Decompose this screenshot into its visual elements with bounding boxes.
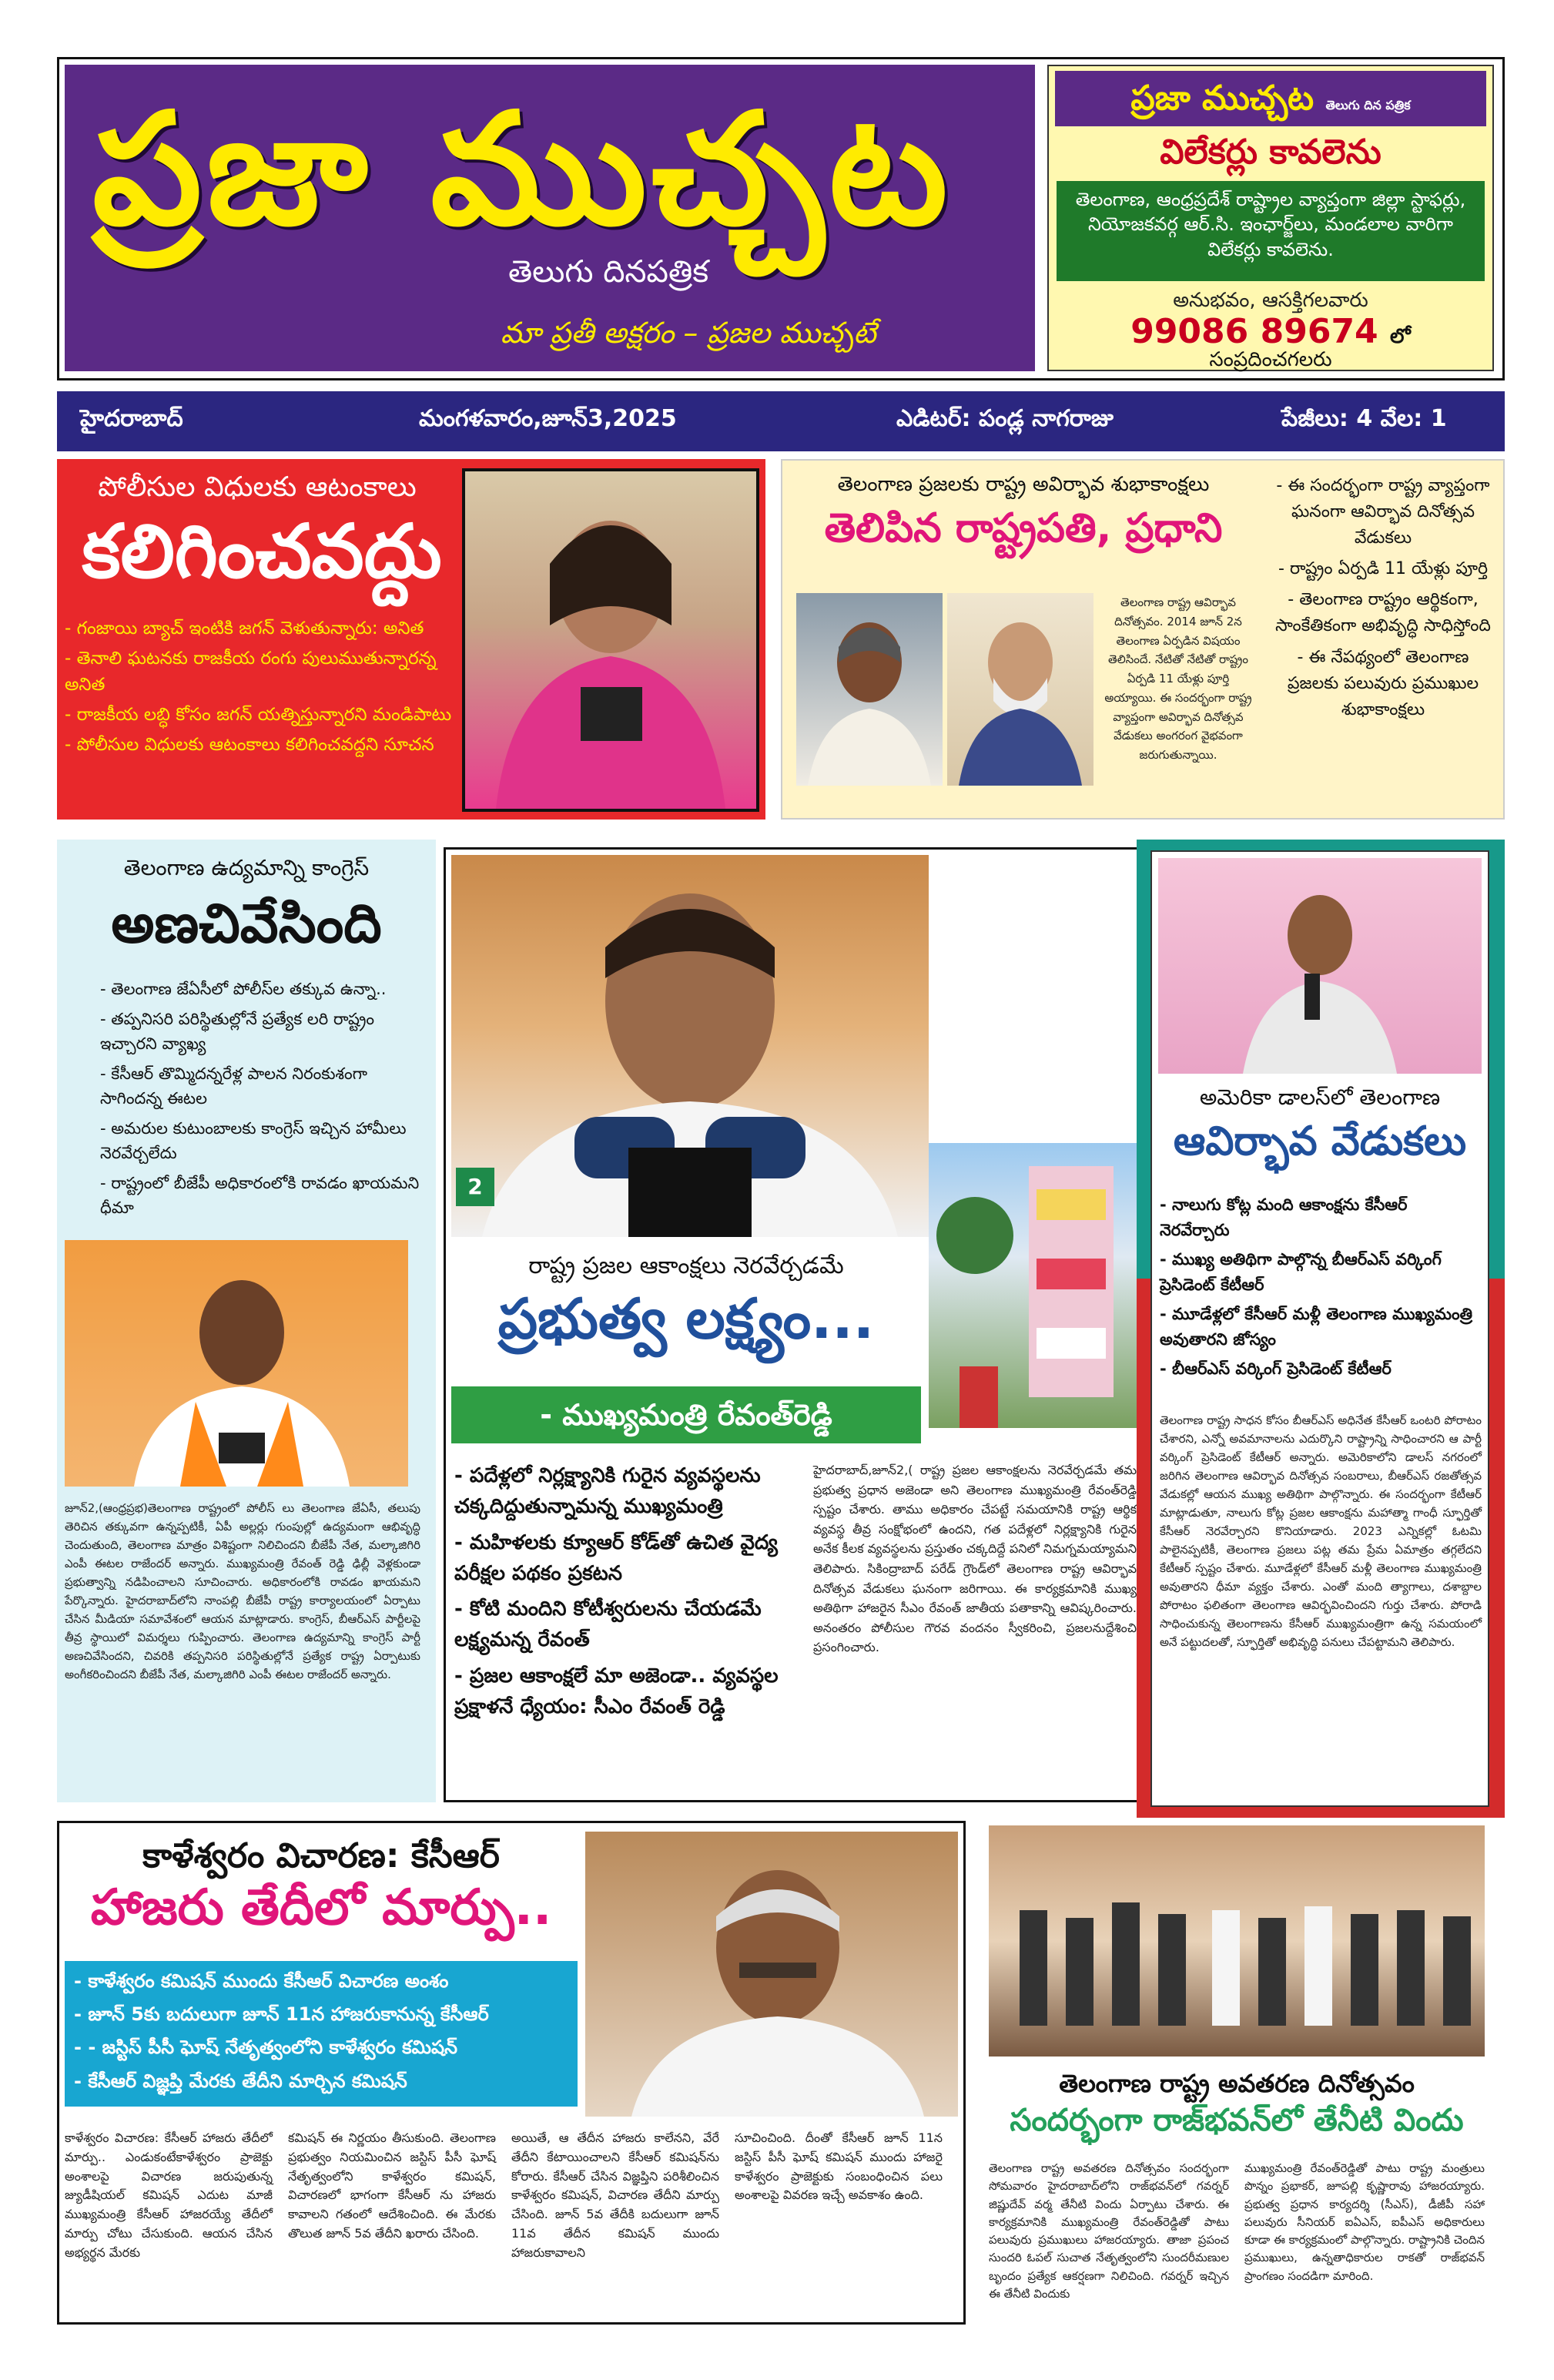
story6-col4: సూచించింది. దీంతో కేసీఆర్ జూన్ 11న జస్టిస్ పీసీ ఘోష్ కమిషన్ ముందు హాజరై కాళేశ్వరం ప్రాజెక్టుకు సంబంధించిన పలు అంశాలపై వివరణ ఇచ్చే అవకాశం ఉంది. xyxy=(735,2130,943,2203)
story1-bullets xyxy=(65,616,457,763)
list-item: - మహిళలకు క్యూఆర్ కోడ్‌తో ఉచిత వైద్య పరీక్షల పథకం ప్రకటన xyxy=(454,1530,778,1585)
list-item: - పోలీసుల విధులకు ఆటంకాలు కలిగించవద్దని సూచన xyxy=(65,735,434,756)
story7-col1: తెలంగాణ రాష్ట్ర అవతరణ దినోత్సవం సందర్భంగా సోమవారం హైదరాబాద్‌లోని రాజ్‌భవన్‌లో గవర్నర్ జిష్ణుదేవ్ వర్మ తేనీటి విందు ఏర్పాటు చేశారు. ఈ కార్యక్రమానికి ముఖ్యమంత్రి రేవంత్‌రెడ్డితో పాటు పలువురు ప్రముఖులు హాజరయ్యారు. తాజా ప్రపంచ సుందరి ఓపల్ సుచాత నేతృత్వంలోని సుందరీమణుల బృందం ప్రత్యేక ఆకర్షణగా నిలిచింది. గవర్నర్ ఇచ్చిన ఈ తేనీటి విందుకు xyxy=(989,2161,1229,2301)
list-item: - రాష్ట్రంలో బీజేపీ అధికారంలోకి రావడం ఖాయమని ధీమా xyxy=(100,1173,420,1218)
story7-col2: ముఖ్యమంత్రి రేవంత్‌రెడ్డితో పాటు రాష్ట్ర మంత్రులు పొన్నం ప్రభాకర్, జూపల్లి కృష్ణారావు హాజరయ్యారు. ప్రభుత్వ ప్రధాన కార్యదర్శి (సీఎస్), డీజీపీ సహా పలువురు సీనియర్ ఐఏఎస్, ఐపీఎస్ అధికారులు కూడా ఈ కార్యక్రమంలో పాల్గొన్నారు. రాష్ట్రానికి చెందిన ప్రముఖులు, ఉన్నతాధికారుల రాకతో రాజ్‌భవన్ ప్రాంగణం సందడిగా మారింది. xyxy=(1244,2161,1485,2283)
kcr-photo xyxy=(585,1832,958,2117)
info-date: మంగళవారం,జూన్3,2025 xyxy=(419,405,677,432)
president-photo xyxy=(796,593,943,786)
story4-body: హైదరాబాద్,జూన్2,( రాష్ట్ర ప్రజల ఆకాంక్షలను నెరవేర్చడమే తమ ప్రభుత్వ ప్రధాన అజెండా అని తెలంగాణ ముఖ్యమంత్రి రేవంత్‌రెడ్డి స్పష్టం చేశారు. తాము అధికారం చేపట్టే సమయానికి రాష్ట్ర ఆర్థిక వ్యవస్థ తీవ్ర సంక్షోభంలో ఉందని, గత పదేళ్లలో నిర్లక్ష్యానికి గురైన అనేక కీలక వ్యవస్థలను ప్రస్తుతం చక్కదిద్దే పనిలో నిమగ్నమయ్యామని తెలిపారు. సికింద్రాబాద్ పరేడ్ గ్రౌండ్‌లో తెలంగాణ రాష్ట్ర ఆవిర్భావ దినోత్సవ వేడుకలు ఘనంగా జరిగాయి. ఈ కార్యక్రమానికి ముఖ్య అతిథిగా హాజరైన సీఎం రేవంత్ జాతీయ పతాకాన్ని ఆవిష్కరించారు. అనంతరం పోలీసుల గౌరవ వందనం స్వీకరించి, ప్రజలనుద్దేశించి ప్రసంగించారు. xyxy=(813,1463,1137,1655)
story7-kicker: తెలంగాణ రాష్ట్ర అవతరణ దినోత్సవం xyxy=(1059,2069,1415,2098)
story3-kicker: తెలంగాణ ఉద్యమాన్ని కాంగ్రెస్ xyxy=(123,855,370,880)
list-item: - నాలుగు కోట్ల మంది ఆకాంక్షను కేసీఆర్ నెరవేర్చారు xyxy=(1160,1195,1408,1239)
story6-col3: అయితే, ఆ తేదీన హాజరు కాలేనని, వేరే తేదీని కేటాయించాలని కేసీఆర్ కమిషన్‌ను కోరారు. కేసీఆర్ చేసిన విజ్ఞప్తిని పరిశీలించిన కాళేశ్వరం కమిషన్, విచారణ తేదీని మార్పు చేసింది. జూన్ 5వ తేదీకి బదులుగా జూన్ 11వ తేదీన కమిషన్ ముందు హాజరుకావాలని xyxy=(511,2130,719,2260)
ktr-silhouette-icon xyxy=(1158,858,1482,1074)
story6-col1: కాళేశ్వరం విచారణ: కేసీఆర్ హాజరు తేదీలో మార్పు.. ఎండుకంటేకాళేశ్వరం ప్రాజెక్టు అంశాలపై విచారణ జరుపుతున్న జ్యుడీషియల్ కమిషన్ ఎదుట మాజీ ముఖ్యమంత్రి కేసీఆర్ హాజరయ్యే తేదీలో మార్పు చోటు చేసుకుంది. ఆయన చేసిన అభ్యర్థన మేరకు xyxy=(65,2130,273,2260)
revanth-photo xyxy=(451,855,929,1237)
ad-heading: విలేకర్లు కావలెను xyxy=(1160,132,1382,172)
list-item: - రాష్ట్రం ఏర్పడి 11 యేళ్లు పూర్తి xyxy=(1278,559,1489,579)
list-item: - ముఖ్య అతిథిగా పాల్గొన్న బీఆర్ఎస్ వర్కింగ్ ప్రెసిడెంట్ కేటీఆర్ xyxy=(1160,1250,1442,1294)
list-item: - పదేళ్లలో నిర్లక్ష్యానికి గురైన వ్యవస్థలను చక్కదిద్దుతున్నామన్న ముఖ్యమంత్రి xyxy=(454,1464,761,1519)
story4-byline: - ముఖ్యమంత్రి రేవంత్‌రెడ్డి xyxy=(451,1386,921,1443)
anitha-photo xyxy=(462,468,759,812)
ad-logo-text: ప్రజా ముచ్చట xyxy=(1130,79,1315,118)
list-item: - రాజకీయ లబ్ధి కోసం జగన్ యత్నిస్తున్నారని మండిపాటు xyxy=(65,705,452,726)
newspaper-title: ప్రజా ముచ్చట xyxy=(92,79,953,260)
list-item: - - జస్టిస్ పీసీ ఘోష్ నేతృత్వంలోని కాళేశ్వరం కమిషన్ xyxy=(74,2036,457,2059)
story3-body: జూన్2,(ఆంధ్రప్రభ)తెలంగాణ రాష్ట్రంలో పోలీస్ లు తెలంగాణ జేఏసీ, తలుపు తెరిచిన తక్కువగా ఉన్నప్పటికీ, ఏపీ అల్లర్లు గుంపుల్లో ఉద్యమంగా ఆభివృద్ధి చెందుతుంది, తెలంగాణ మాత్రం విశిష్టంగా నిలిచిందని బీజేపీ నేత, మల్కాజిగిరి ఎంపీ ఈటల రాజేందర్ అన్నారు. ముఖ్యమంత్రి రేవంత్ రెడ్డి ఢిల్లీ వెళ్లకుండా ప్రభుత్వాన్ని నడిపించాలని సూచించారు. అధికారంలోకి రావడం ఖాయమని పేర్కొన్నారు. హైదరాబాద్‌లోని నాంపల్లి బీజేపీ రాష్ట్ర కార్యాలయంలో ఏర్పాటు చేసిన మీడియా సమావేశంలో ఆయన మాట్లాడారు. కాంగ్రెస్, బీఆర్ఎస్ పార్టీలపై తీవ్ర స్థాయిలో విమర్శలు గుప్పించారు. తెలంగాణ ఉద్యమాన్ని కాంగ్రెస్ పార్టీ అణచివేసిందని, చివరికి తప్పనిసరి పరిస్థితుల్లోనే ప్రత్యేక రాష్ట్ర ఏర్పాటుకు అంగీకరించిందని బీజేపీ నేత, మల్కాజిగిరి ఎంపీ ఈటల రాజేందర్ అన్నారు. xyxy=(65,1501,420,1681)
person-silhouette-icon xyxy=(465,471,756,809)
etela-photo xyxy=(65,1240,408,1487)
list-item: - అమరుల కుటుంబాలకు కాంగ్రెస్ ఇచ్చిన హామీలు నెరవేర్చలేదు xyxy=(100,1118,407,1163)
story3-bullets xyxy=(100,977,424,1225)
info-bar xyxy=(57,391,1505,451)
ad-contact: సంప్రదించగలరు xyxy=(1209,348,1332,371)
list-item: - ఈ సందర్భంగా రాష్ట్ర వ్యాప్తంగా ఘనంగా ఆవిర్భావ దినోత్సవ వేడుకలు xyxy=(1276,476,1490,548)
list-item: - తెలంగాణ రాష్ట్రం ఆర్థికంగా, సాంకేతికంగా అభివృద్ధి సాధిస్తోంది xyxy=(1275,590,1491,636)
ad-phone-suffix: లో xyxy=(1390,325,1411,348)
list-item: - బీఆర్ఎస్ వర్కింగ్ ప్రెసిడెంట్ కేటీఆర్ xyxy=(1160,1359,1392,1379)
ad-logo xyxy=(1055,71,1486,126)
info-city: హైదరాబాద్ xyxy=(80,405,183,432)
list-item: - ఈ నేపథ్యంలో తెలంగాణ ప్రజలకు పలువురు ప్రముఖుల శుభాకాంక్షలు xyxy=(1287,647,1479,719)
list-item: - కాళేశ్వరం కమిషన్ ముందు కేసీఆర్ విచారణ అంశం xyxy=(74,1970,449,1992)
story6-kicker: కాళేశ్వరం విచారణ: కేసీఆర్ xyxy=(142,1836,500,1876)
revanth-silhouette-icon xyxy=(451,855,929,1237)
story5-bullets xyxy=(1160,1192,1482,1386)
story2-bullets xyxy=(1271,473,1495,728)
story5-kicker: అమెరికా డాలస్‌లో తెలంగాణ xyxy=(1199,1084,1441,1110)
story4-kicker: రాష్ట్ర ప్రజల ఆకాంక్షలు నెరవేర్చడమే xyxy=(528,1252,844,1279)
story5-body: తెలంగాణ రాష్ట్ర సాధన కోసం బీఆర్ఎస్ అధినేత కేసీఆర్ ఒంటరి పోరాటం చేశారని, ఎన్నో అవమానాలను ఎదుర్కొని రాష్ట్రాన్ని సాధించారని ఆ పార్టీ వర్కింగ్ ప్రెసిడెంట్ కేటీఆర్ అన్నారు. అమెరికాలోని డాలస్ నగరంలో జరిగిన తెలంగాణ ఆవిర్భావ దినోత్సవ సంబరాలు, బీఆర్ఎస్ రజతోత్సవ వేడుకల్లో ఆయన ముఖ్య అతిథిగా పాల్గొన్నారు. ఈ సందర్భంగా కేటీఆర్ మాట్లాడుతూ, నాలుగు కోట్ల ప్రజల ఆకాంక్షను మహాత్మా గాంధీ స్ఫూర్తితో కేసీఆర్ నెరవేర్చారని కొనియాడారు. 2023 ఎన్నికల్లో ఓటమి పాలైనప్పటికీ, తెలంగాణ ప్రజలు పట్ల తమ ప్రేమ ఏమాత్రం తగ్గలేదని కేటీఆర్ స్పష్టం చేశారు. మూడేళ్లలో కేసీఆర్ మళ్లీ తెలంగాణ ముఖ్యమంత్రి అవుతారని ధీమా వ్యక్తం చేశారు. ఎంతో మంది త్యాగాలు, దశాబ్దాల పోరాటం ఫలితంగా తెలంగాణ ఆవిర్భవించిందని గుర్తు చేశారు. పోరాడి సాధించుకున్న తెలంగాణను కేసీఆర్ ముఖ్యమంత్రిగా ఉన్న సమయంలో అనే పట్టుదలతో, స్ఫూర్తితో అభివృద్ధి పనులు చేపట్టామని తెలిపారు. xyxy=(1160,1413,1482,1649)
pm-silhouette-icon xyxy=(947,593,1093,786)
ad-qualifier: అనుభవం, ఆసక్తిగలవారు xyxy=(1173,289,1368,312)
list-item: - కోటి మందిని కోటీశ్వరులను చేయడమే లక్ష్యమన్న రేవంత్ xyxy=(454,1597,762,1652)
ad-phone-line xyxy=(1057,312,1485,353)
story5-headline: ఆవిర్భావ వేడుకలు xyxy=(1173,1118,1467,1165)
story1-headline: కలిగించవద్దు xyxy=(82,508,442,595)
story4-badge: 2 xyxy=(456,1168,494,1206)
rajbhavan-photo xyxy=(989,1825,1485,2057)
list-item: - జూన్ 5కు బదులుగా జూన్ 11న హాజరుకానున్న కేసీఆర్ xyxy=(74,2003,489,2026)
info-pages: పేజీలు: 4 వేల: 1 xyxy=(1281,405,1447,432)
ad-body: తెలంగాణ, ఆంధ్రప్రదేశ్ రాష్ట్రాల వ్యాప్తంగా జిల్లా స్టాఫర్లు, నియోజకవర్గ ఆర్.సి. ఇంఛార్జ్‌లు, మండలాల వారిగా విలేకర్లు కావలెను. xyxy=(1057,181,1485,281)
list-item: - గంజాయి బ్యాచ్ ఇంటికి జగన్ వెళుతున్నారు: అనిత xyxy=(65,618,424,639)
story2-kicker: తెలంగాణ ప్రజలకు రాష్ట్ర అవిర్భావ శుభాకాంక్షలు xyxy=(837,473,1210,496)
newspaper-subtitle: తెలుగు దినపత్రిక xyxy=(508,254,709,290)
list-item: - కేసీఆర్ విజ్ఞప్తి మేరకు తేదీని మార్చిన కమిషన్ xyxy=(74,2070,407,2092)
ad-phone: 99086 89674 xyxy=(1130,312,1378,351)
etela-silhouette-icon xyxy=(65,1240,408,1487)
story4-bullets xyxy=(454,1460,801,1727)
kcr-silhouette-icon xyxy=(585,1832,958,2117)
story6-col2: కమిషన్ ఈ నిర్ణయం తీసుకుంది. తెలంగాణ ప్రభుత్వం నియమించిన జస్టిస్ పీసీ ఘోష్ నేతృత్వంలోని కాళేశ్వరం కమిషన్, విచారణలో భాగంగా కేసీఆర్ ను హాజరు కావాలని గతంలో ఆదేశించింది. ఈ మేరకు తొలుత జూన్ 5వ తేదీని ఖరారు చేసింది. xyxy=(288,2130,496,2241)
story7-headline: సందర్భంగా రాజ్‌భవన్‌లో తేనీటి విందు xyxy=(1010,2103,1464,2138)
pm-photo xyxy=(947,593,1093,786)
list-item: - ప్రజల ఆకాంక్షలే మా అజెండా.. వ్యవస్థల ప్రక్షాళనే ధ్యేయం: సీఎం రేవంత్ రెడ్డి xyxy=(454,1664,779,1719)
president-silhouette-icon xyxy=(796,593,943,786)
list-item: - మూడేళ్లలో కేసీఆర్ మళ్లీ తెలంగాణ ముఖ్యమంత్రి అవుతారని జోస్యం xyxy=(1160,1305,1473,1349)
story6-headline: హాజరు తేదీలో మార్పు.. xyxy=(90,1879,552,1936)
list-item: - తప్పనిసరి పరిస్థితుల్లోనే ప్రత్యేక లరి రాష్ట్రం ఇచ్చారని వ్యాఖ్య xyxy=(100,1009,375,1054)
ktr-photo xyxy=(1158,858,1482,1074)
flower-tower-icon xyxy=(929,1143,1137,1428)
list-item: - తెలంగాణ జేఏసీలో పోలీస్‌ల తక్కువ ఉన్నా.. xyxy=(100,980,387,998)
group-photo-icon xyxy=(989,1825,1485,2057)
list-item: - కేసీఆర్ తొమ్మిదన్నరేళ్ల పాలన నిరంకుశంగా సాగిందన్న ఈటల xyxy=(100,1064,368,1108)
info-editor: ఎడిటర్: పండ్ల నాగరాజు xyxy=(896,405,1114,432)
story1-kicker: పోలీసుల విధులకు ఆటంకాలు xyxy=(98,471,417,503)
story2-body: తెలంగాణ రాష్ట్ర ఆవిర్భావ దినోత్సవం. 2014 జూన్ 2న తెలంగాణ ఏర్పడిన విషయం తెలిసిందే. నేటితో నేటితో రాష్ట్రం ఏర్పడి 11 యేళ్లు పూర్తి అయ్యాయి. ఈ సందర్భంగా రాష్ట్ర వ్యాప్తంగా అవిర్భావ దినోత్సవ వేడుకలు అంగరంగ వైభవంగా జరుగుతున్నాయి. xyxy=(1104,595,1252,762)
ad-logo-sub: తెలుగు దిన పత్రిక xyxy=(1325,98,1411,112)
story4-headline: ప్రభుత్వ లక్ష్యం... xyxy=(497,1286,875,1351)
newspaper-tagline: మా ప్రతీ అక్షరం – ప్రజల ముచ్చటే xyxy=(501,316,876,350)
story2-headline: తెలిపిన రాష్ట్రపతి, ప్రధాని xyxy=(824,505,1223,551)
story6-bullets xyxy=(65,1961,578,2107)
list-item: - తెనాలి ఘటనకు రాజకీయ రంగు పులుముతున్నారన్న అనిత xyxy=(65,649,437,695)
story3-headline: అణచివేసింది xyxy=(111,892,382,955)
celebration-photo xyxy=(929,1143,1137,1428)
